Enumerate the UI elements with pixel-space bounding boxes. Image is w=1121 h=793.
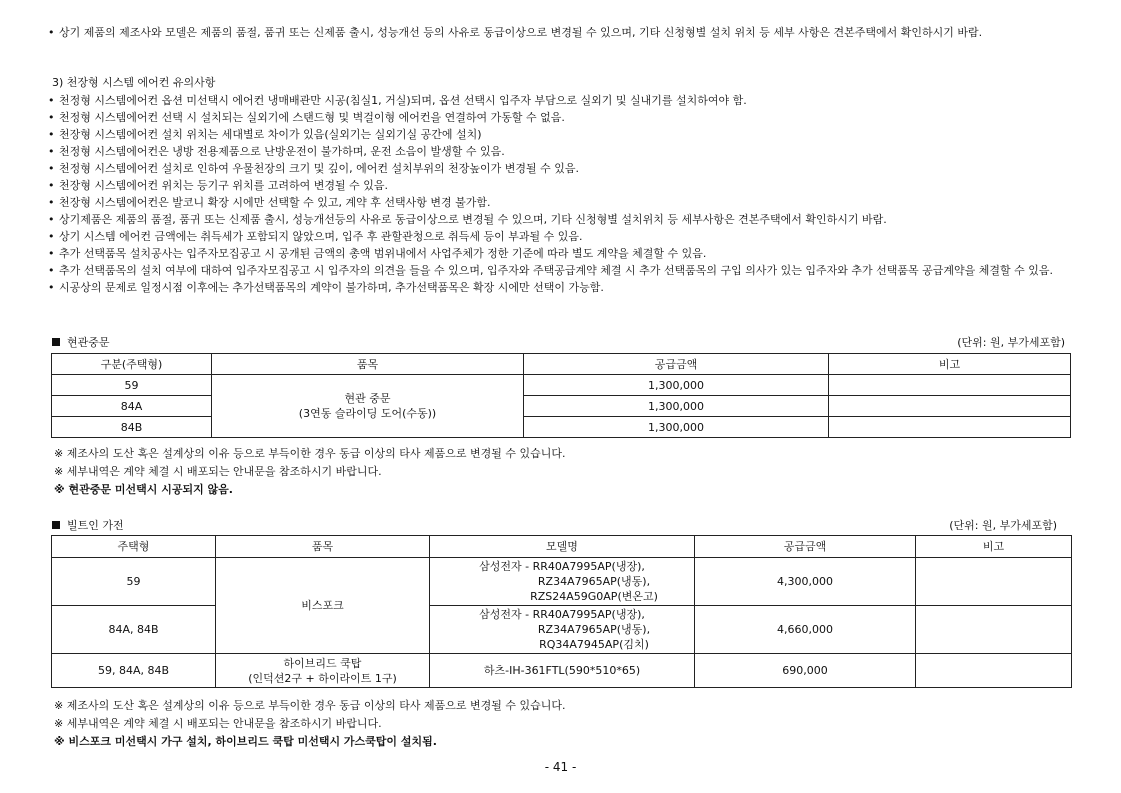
- column-header: 비고: [916, 536, 1072, 558]
- note-line: ※ 제조사의 도산 혹은 설계상의 이유 등으로 부득이한 경우 동급 이상의 타사 제품으로 변경될 수 있습니다.: [54, 447, 566, 460]
- column-header: 공급금액: [524, 354, 829, 375]
- price-cell: 4,660,000: [695, 606, 916, 654]
- note-cell: [916, 558, 1072, 606]
- model-cell: 하츠-IH-361FTL(590*510*65): [430, 654, 695, 688]
- model-line: 삼성전자 - RR40A7995AP(냉장),: [479, 608, 645, 621]
- bullet-item: • 상기 시스템 에어컨 금액에는 취득세가 포함되지 않았으며, 입주 후 관할관청으로 취득세 등이 부과될 수 있음.: [48, 228, 1088, 245]
- model-cell: [430, 606, 695, 654]
- bullet-item: • 천정형 시스템에어컨은 냉방 전용제품으로 난방운전이 불가하며, 운전 소음이 발생할 수 있음.: [48, 143, 1088, 160]
- note-line: ※ 세부내역은 계약 체결 시 배포되는 안내문을 참조하시기 바랍니다.: [54, 717, 382, 730]
- item-detail: (3연동 슬라이딩 도어(수동)): [298, 407, 437, 420]
- note-cell: [829, 417, 1071, 438]
- table-row: [52, 417, 1071, 438]
- model-line: RZ34A7965AP(냉동),: [537, 623, 651, 636]
- note-cell: [829, 375, 1071, 396]
- table-row: [52, 375, 1071, 396]
- model-line: RZ34A7965AP(냉동),: [537, 575, 651, 588]
- bullet-item: • 천정형 시스템에어컨 설치로 인하여 우물천장의 크기 및 깊이, 에어컨 설치부위의 천장높이가 변경될 수 있음.: [48, 160, 1088, 177]
- housing-type-cell: 59: [52, 558, 216, 606]
- column-header: 주택형: [52, 536, 216, 558]
- builtin-notes: [54, 697, 565, 751]
- item-cell: [212, 375, 524, 438]
- door-section-header: [52, 334, 1065, 351]
- ac-section-title: 3) 천장형 시스템 에어컨 유의사항: [52, 76, 216, 89]
- builtin-section-header: [52, 517, 1057, 534]
- item-cell: 비스포크: [216, 558, 430, 654]
- note-cell: [916, 606, 1072, 654]
- price-cell: 4,300,000: [695, 558, 916, 606]
- table-row: [52, 654, 1072, 688]
- price-cell: 1,300,000: [524, 396, 829, 417]
- note-cell: [829, 396, 1071, 417]
- bullet-item: • 상기제품은 제품의 품절, 품귀 또는 신제품 출시, 성능개선등의 사유로 동급이상으로 변경될 수 있으며, 기타 신청형별 설치위치 등 세부사항은 견본주택에서 확인하시기 바람.: [48, 211, 1088, 228]
- housing-type-cell: 84A, 84B: [52, 606, 216, 654]
- builtin-section-title: 빌트인 가전: [67, 519, 124, 532]
- bold-note-line: ※ 현관중문 미선택시 시공되지 않음.: [54, 483, 233, 496]
- column-header: 구분(주택형): [52, 354, 212, 375]
- housing-type-cell: 59, 84A, 84B: [52, 654, 216, 688]
- door-section-title: 현관중문: [67, 336, 110, 349]
- column-header: 비고: [829, 354, 1071, 375]
- note-cell: [916, 654, 1072, 688]
- model-line: 삼성전자 - RR40A7995AP(냉장),: [479, 560, 645, 573]
- door-price-table: [51, 353, 1071, 438]
- page-number: - 41 -: [544, 760, 577, 774]
- bullet-item: • 상기 제품의 제조사와 모델은 제품의 품절, 품귀 또는 신제품 출시, 성능개선 등의 사유로 동급이상으로 변경될 수 있으며, 기타 신청형별 설치 위치 등 세부 사항은 견본주택에서 확인하시기 바람.: [48, 24, 1078, 41]
- table-row: [52, 558, 1072, 606]
- bullet-item: • 천장형 시스템에어컨 위치는 등기구 위치를 고려하여 변경될 수 있음.: [48, 177, 1088, 194]
- unit-label: (단위: 원, 부가세포함): [949, 519, 1057, 532]
- item-name: 하이브리드 쿡탑: [283, 656, 362, 670]
- bullet-item: • 천장형 시스템에어컨 설치 위치는 세대별로 차이가 있음(실외기는 실외기실 공간에 설치): [48, 126, 1088, 143]
- price-cell: 1,300,000: [524, 375, 829, 396]
- bullet-item: • 추가 선택품목의 설치 여부에 대하여 입주자모집공고 시 입주자의 의견을 들을 수 있으며, 입주자와 주택공급계약 체결 시 추가 선택품목의 구입 의사가 있는 입주자와 추가 선택품목 공급계약을 체결할 수 있음.: [48, 262, 1088, 279]
- column-header: 공급금액: [695, 536, 916, 558]
- price-cell: 690,000: [695, 654, 916, 688]
- note-line: ※ 세부내역은 계약 체결 시 배포되는 안내문을 참조하시기 바랍니다.: [54, 465, 382, 478]
- item-cell: [216, 654, 430, 688]
- column-header: 품목: [216, 536, 430, 558]
- bullet-item: • 천장형 시스템에어컨은 발코니 확장 시에만 선택할 수 있고, 계약 후 선택사항 변경 불가함.: [48, 194, 1088, 211]
- builtin-appliance-table: [51, 535, 1072, 688]
- price-cell: 1,300,000: [524, 417, 829, 438]
- square-bullet-icon: [52, 521, 60, 529]
- bold-note-line: ※ 비스포크 미선택시 가구 설치, 하이브리드 쿡탑 미선택시 가스쿡탑이 설치됨.: [54, 735, 437, 748]
- model-cell: [430, 558, 695, 606]
- model-line: RQ34A7945AP(김치): [539, 638, 649, 651]
- item-name: 현관 중문: [344, 392, 391, 405]
- ac-notice-list: [48, 92, 1088, 296]
- unit-label: (단위: 원, 부가세포함): [957, 336, 1065, 349]
- square-bullet-icon: [52, 338, 60, 346]
- bullet-item: • 천정형 시스템에어컨 옵션 미선택시 에어컨 냉매배관만 시공(침실1, 거실)되며, 옵션 선택시 입주자 부담으로 실외기 및 실내기를 설치하여야 함.: [48, 92, 1088, 109]
- table-row: [52, 606, 1072, 654]
- bullet-item: • 천정형 시스템에어컨 선택 시 설치되는 실외기에 스탠드형 및 벽걸이형 에어컨을 연결하여 가동할 수 없음.: [48, 109, 1088, 126]
- table-header-row: [52, 354, 1071, 375]
- column-header: 모델명: [430, 536, 695, 558]
- housing-type-cell: 59: [52, 375, 212, 396]
- note-line: ※ 제조사의 도산 혹은 설계상의 이유 등으로 부득이한 경우 동급 이상의 타사 제품으로 변경될 수 있습니다.: [54, 699, 566, 712]
- table-row: [52, 396, 1071, 417]
- intro-bullet-list: [48, 24, 1078, 41]
- table-header-row: [52, 536, 1072, 558]
- bullet-item: • 추가 선택품목 설치공사는 입주자모집공고 시 공개된 금액의 총액 범위내에서 사업주체가 정한 기준에 따라 별도 계약을 체결할 수 있음.: [48, 245, 1088, 262]
- item-detail: (인덕션2구 + 하이라이트 1구): [248, 671, 397, 685]
- door-notes: [54, 445, 565, 499]
- housing-type-cell: 84A: [52, 396, 212, 417]
- model-line: RZS24A59G0AP(변온고): [530, 590, 658, 603]
- housing-type-cell: 84B: [52, 417, 212, 438]
- bullet-item: • 시공상의 문제로 일정시점 이후에는 추가선택품목의 계약이 불가하며, 추가선택품목은 확장 시에만 선택이 가능함.: [48, 279, 1088, 296]
- column-header: 품목: [212, 354, 524, 375]
